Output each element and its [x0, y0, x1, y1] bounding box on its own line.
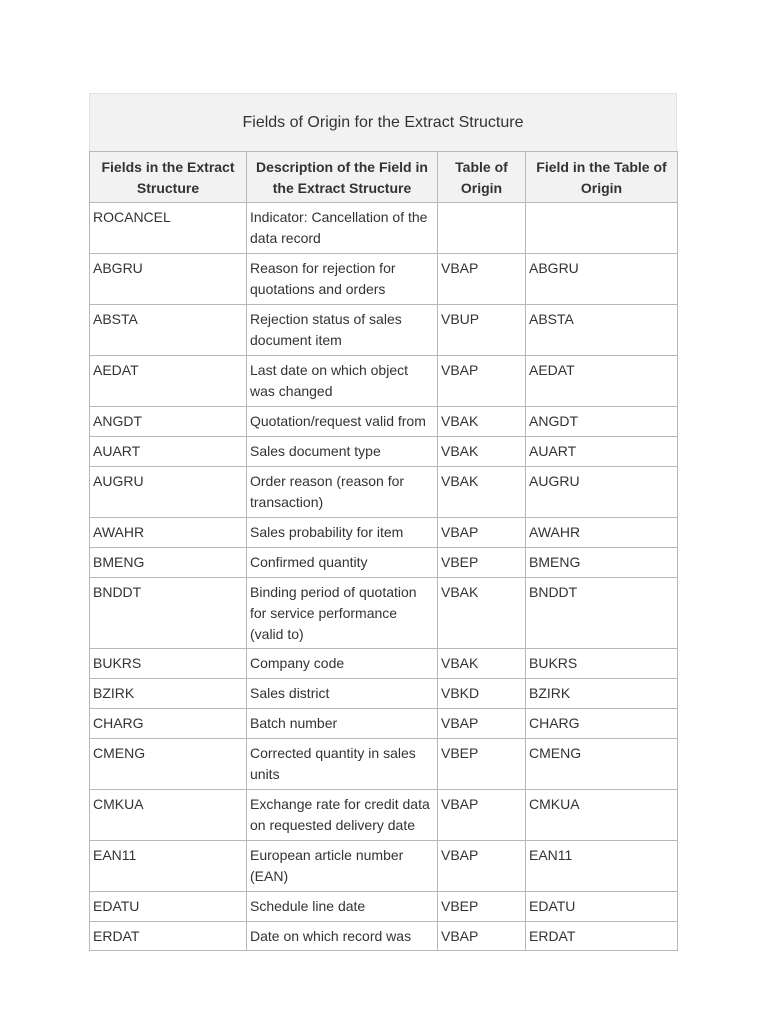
- cell-table: VBEP: [438, 739, 526, 790]
- table-row: [90, 356, 678, 407]
- cell-field: BUKRS: [90, 649, 247, 679]
- table-row: [90, 649, 678, 679]
- cell-description: Last date on which object was changed: [247, 356, 438, 407]
- cell-description: Exchange rate for credit data on requested delivery date: [247, 790, 438, 841]
- header-origin-field: Field in the Table of Origin: [526, 152, 678, 203]
- cell-origin-field: ABSTA: [526, 305, 678, 356]
- cell-field: CMENG: [90, 739, 247, 790]
- table-header-row: [90, 152, 678, 203]
- cell-origin-field: AEDAT: [526, 356, 678, 407]
- cell-origin-field: ABGRU: [526, 254, 678, 305]
- header-table-of-origin: Table of Origin: [438, 152, 526, 203]
- cell-field: BZIRK: [90, 679, 247, 709]
- cell-field: ABGRU: [90, 254, 247, 305]
- cell-table: [438, 203, 526, 254]
- cell-description: Batch number: [247, 709, 438, 739]
- table-row: [90, 548, 678, 578]
- table-row: [90, 407, 678, 437]
- cell-field: ABSTA: [90, 305, 247, 356]
- cell-origin-field: CMENG: [526, 739, 678, 790]
- table-row: [90, 578, 678, 649]
- cell-field: ANGDT: [90, 407, 247, 437]
- cell-table: VBEP: [438, 548, 526, 578]
- table-row: [90, 467, 678, 518]
- cell-table: VBAP: [438, 790, 526, 841]
- cell-field: ERDAT: [90, 922, 247, 951]
- cell-origin-field: [526, 203, 678, 254]
- cell-origin-field: EAN11: [526, 841, 678, 892]
- table-row: [90, 437, 678, 467]
- cell-origin-field: AWAHR: [526, 518, 678, 548]
- cell-table: VBAK: [438, 467, 526, 518]
- cell-description: Reason for rejection for quotations and orders: [247, 254, 438, 305]
- cell-table: VBAP: [438, 709, 526, 739]
- cell-origin-field: ERDAT: [526, 922, 678, 951]
- cell-origin-field: EDATU: [526, 892, 678, 922]
- cell-field: CHARG: [90, 709, 247, 739]
- cell-table: VBKD: [438, 679, 526, 709]
- cell-description: Corrected quantity in sales units: [247, 739, 438, 790]
- cell-field: AEDAT: [90, 356, 247, 407]
- cell-origin-field: BMENG: [526, 548, 678, 578]
- cell-description: Quotation/request valid from: [247, 407, 438, 437]
- cell-table: VBAP: [438, 922, 526, 951]
- cell-field: AUART: [90, 437, 247, 467]
- table-row: [90, 790, 678, 841]
- cell-description: Sales district: [247, 679, 438, 709]
- table-row: [90, 739, 678, 790]
- cell-description: European article number (EAN): [247, 841, 438, 892]
- table-row: [90, 518, 678, 548]
- cell-table: VBEP: [438, 892, 526, 922]
- cell-table: VBAP: [438, 356, 526, 407]
- cell-table: VBAK: [438, 649, 526, 679]
- header-description: Description of the Field in the Extract Structure: [247, 152, 438, 203]
- cell-field: BMENG: [90, 548, 247, 578]
- cell-origin-field: BZIRK: [526, 679, 678, 709]
- cell-table: VBAK: [438, 578, 526, 649]
- cell-field: BNDDT: [90, 578, 247, 649]
- cell-origin-field: AUART: [526, 437, 678, 467]
- table-row: [90, 305, 678, 356]
- cell-description: Order reason (reason for transaction): [247, 467, 438, 518]
- cell-field: EAN11: [90, 841, 247, 892]
- cell-description: Rejection status of sales document item: [247, 305, 438, 356]
- cell-description: Binding period of quotation for service performance (valid to): [247, 578, 438, 649]
- table-row: [90, 679, 678, 709]
- cell-origin-field: CHARG: [526, 709, 678, 739]
- cell-table: VBAP: [438, 254, 526, 305]
- fields-of-origin-table: [89, 151, 678, 951]
- cell-table: VBAK: [438, 407, 526, 437]
- table-row: [90, 254, 678, 305]
- cell-description: Company code: [247, 649, 438, 679]
- cell-field: EDATU: [90, 892, 247, 922]
- cell-table: VBUP: [438, 305, 526, 356]
- table-row: [90, 892, 678, 922]
- table-row: [90, 203, 678, 254]
- cell-table: VBAP: [438, 841, 526, 892]
- header-extract-field: Fields in the Extract Structure: [90, 152, 247, 203]
- fields-of-origin-table-container: [89, 93, 677, 951]
- cell-origin-field: BUKRS: [526, 649, 678, 679]
- table-row: [90, 841, 678, 892]
- cell-description: Sales probability for item: [247, 518, 438, 548]
- cell-field: ROCANCEL: [90, 203, 247, 254]
- cell-field: AUGRU: [90, 467, 247, 518]
- cell-description: Confirmed quantity: [247, 548, 438, 578]
- cell-description: Schedule line date: [247, 892, 438, 922]
- table-row: [90, 709, 678, 739]
- cell-table: VBAK: [438, 437, 526, 467]
- cell-field: AWAHR: [90, 518, 247, 548]
- cell-origin-field: ANGDT: [526, 407, 678, 437]
- cell-description: Indicator: Cancellation of the data record: [247, 203, 438, 254]
- table-title: Fields of Origin for the Extract Structure: [89, 93, 677, 151]
- cell-description: Date on which record was: [247, 922, 438, 951]
- cell-field: CMKUA: [90, 790, 247, 841]
- cell-origin-field: BNDDT: [526, 578, 678, 649]
- cell-description: Sales document type: [247, 437, 438, 467]
- table-row: [90, 922, 678, 951]
- cell-origin-field: CMKUA: [526, 790, 678, 841]
- cell-table: VBAP: [438, 518, 526, 548]
- cell-origin-field: AUGRU: [526, 467, 678, 518]
